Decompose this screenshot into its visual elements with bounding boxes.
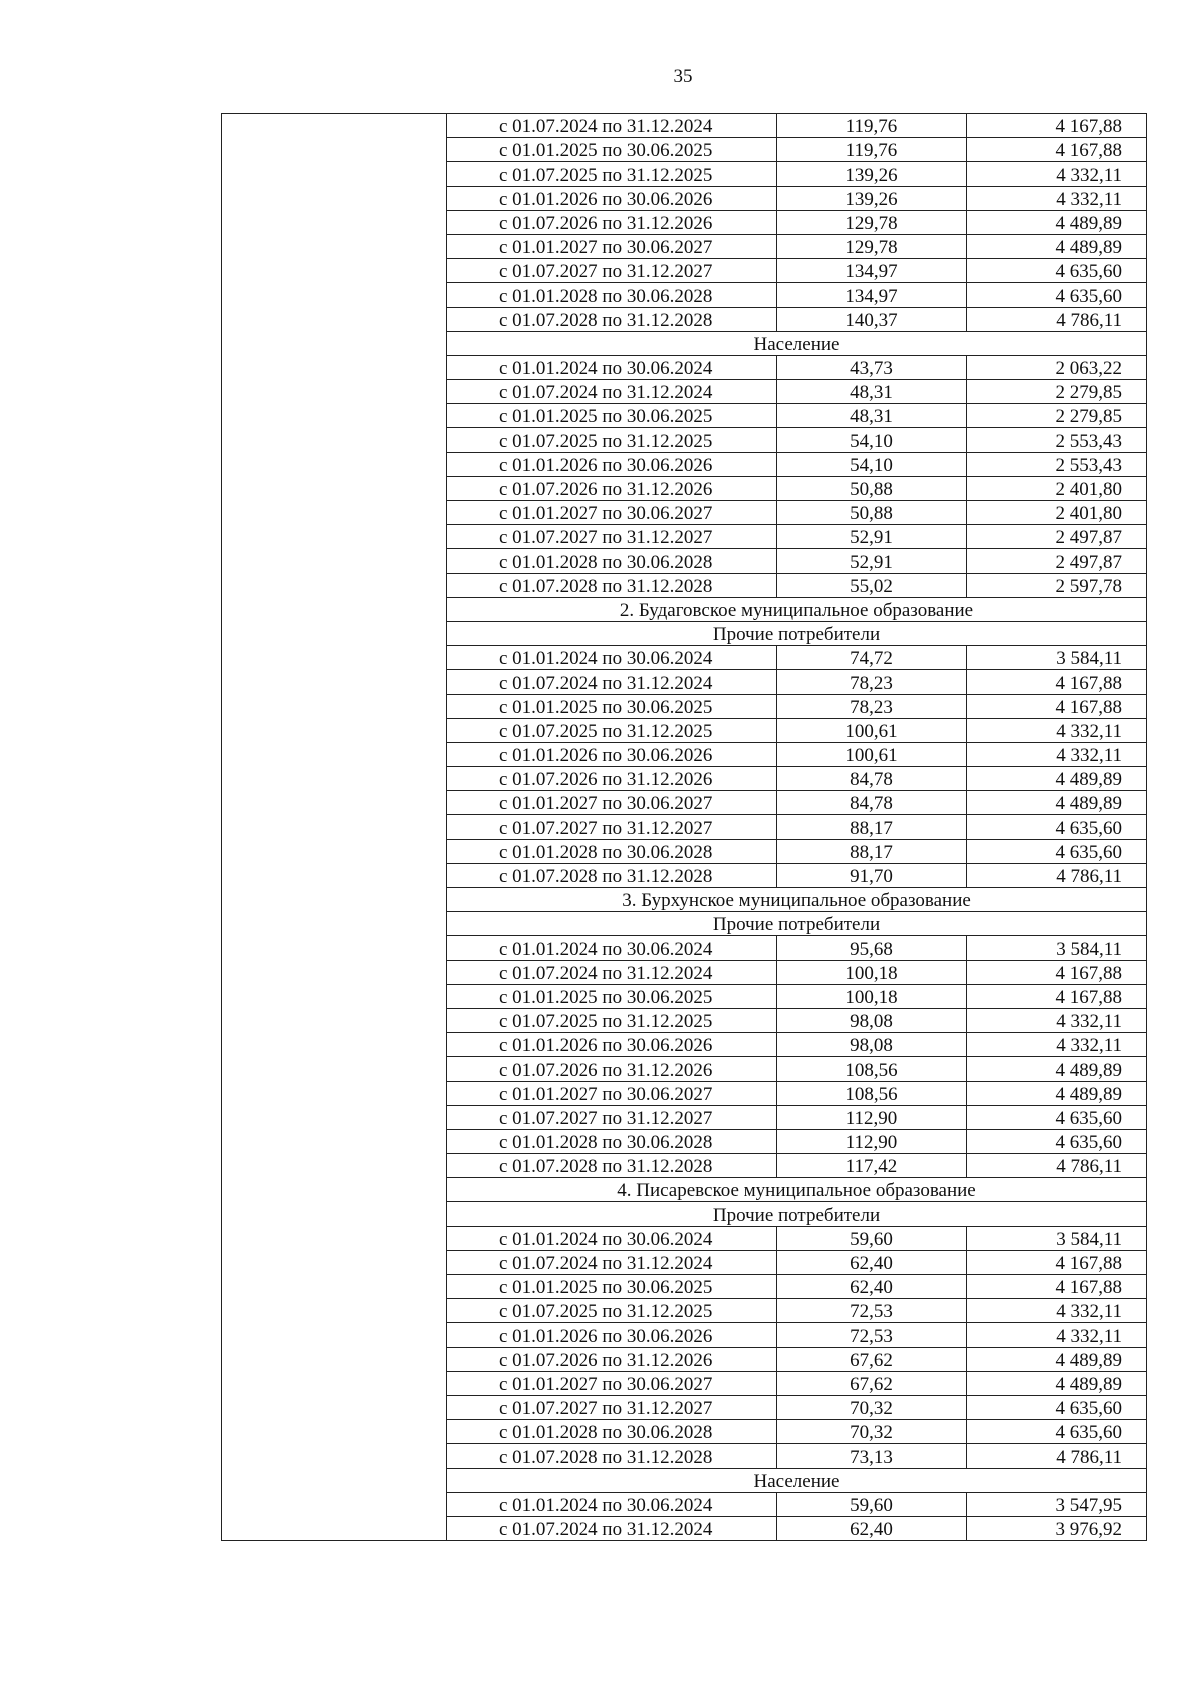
rate-cell: 134,97: [777, 283, 967, 307]
rate-cell: 54,10: [777, 452, 967, 476]
tariff-cell: 2 497,87: [967, 549, 1147, 573]
section-header: 3. Бурхунское муниципальное образование: [447, 888, 1147, 912]
tariff-cell: 4 167,88: [967, 138, 1147, 162]
rate-cell: 78,23: [777, 670, 967, 694]
rate-cell: 119,76: [777, 114, 967, 138]
rate-cell: 62,40: [777, 1250, 967, 1274]
period-cell: с 01.07.2025 по 31.12.2025: [447, 162, 777, 186]
tariff-cell: 4 786,11: [967, 863, 1147, 887]
period-cell: с 01.01.2028 по 30.06.2028: [447, 839, 777, 863]
tariff-table: [221, 113, 1147, 1541]
period-cell: с 01.07.2028 по 31.12.2028: [447, 1154, 777, 1178]
tariff-cell: 4 489,89: [967, 791, 1147, 815]
section-header: 2. Будаговское муниципальное образование: [447, 597, 1147, 621]
rate-cell: 62,40: [777, 1516, 967, 1540]
period-cell: с 01.01.2027 по 30.06.2027: [447, 1371, 777, 1395]
rate-cell: 129,78: [777, 210, 967, 234]
period-cell: с 01.07.2024 по 31.12.2024: [447, 1516, 777, 1540]
period-cell: с 01.01.2025 по 30.06.2025: [447, 694, 777, 718]
tariff-cell: 4 489,89: [967, 767, 1147, 791]
rate-cell: 108,56: [777, 1057, 967, 1081]
period-cell: с 01.07.2026 по 31.12.2026: [447, 1057, 777, 1081]
period-cell: с 01.07.2024 по 31.12.2024: [447, 1250, 777, 1274]
rate-cell: 73,13: [777, 1444, 967, 1468]
tariff-cell: 4 635,60: [967, 1129, 1147, 1153]
tariff-cell: 4 332,11: [967, 742, 1147, 766]
tariff-cell: 4 332,11: [967, 162, 1147, 186]
tariff-cell: 4 489,89: [967, 1347, 1147, 1371]
rate-cell: 112,90: [777, 1129, 967, 1153]
rate-cell: 95,68: [777, 936, 967, 960]
period-cell: с 01.01.2024 по 30.06.2024: [447, 646, 777, 670]
period-cell: с 01.01.2028 по 30.06.2028: [447, 1129, 777, 1153]
rate-cell: 54,10: [777, 428, 967, 452]
section-header: 4. Писаревское муниципальное образование: [447, 1178, 1147, 1202]
tariff-cell: 4 332,11: [967, 1008, 1147, 1032]
tariff-cell: 3 584,11: [967, 646, 1147, 670]
rate-cell: 48,31: [777, 380, 967, 404]
tariff-cell: 4 786,11: [967, 1444, 1147, 1468]
tariff-cell: 2 401,80: [967, 476, 1147, 500]
tariff-cell: 4 635,60: [967, 815, 1147, 839]
period-cell: с 01.07.2028 по 31.12.2028: [447, 1444, 777, 1468]
rate-cell: 98,08: [777, 1008, 967, 1032]
tariff-cell: 4 332,11: [967, 186, 1147, 210]
rate-cell: 70,32: [777, 1395, 967, 1419]
period-cell: с 01.01.2028 по 30.06.2028: [447, 283, 777, 307]
rate-cell: 84,78: [777, 767, 967, 791]
rate-cell: 72,53: [777, 1299, 967, 1323]
rate-cell: 50,88: [777, 476, 967, 500]
section-header: Прочие потребители: [447, 1202, 1147, 1226]
period-cell: с 01.01.2028 по 30.06.2028: [447, 549, 777, 573]
period-cell: с 01.01.2025 по 30.06.2025: [447, 1275, 777, 1299]
rate-cell: 50,88: [777, 501, 967, 525]
rate-cell: 112,90: [777, 1105, 967, 1129]
tariff-cell: 2 063,22: [967, 355, 1147, 379]
rate-cell: 134,97: [777, 259, 967, 283]
period-cell: с 01.07.2027 по 31.12.2027: [447, 815, 777, 839]
rate-cell: 78,23: [777, 694, 967, 718]
rate-cell: 139,26: [777, 162, 967, 186]
period-cell: с 01.01.2026 по 30.06.2026: [447, 1323, 777, 1347]
period-cell: с 01.01.2027 по 30.06.2027: [447, 791, 777, 815]
period-cell: с 01.07.2025 по 31.12.2025: [447, 1299, 777, 1323]
period-cell: с 01.01.2026 по 30.06.2026: [447, 1033, 777, 1057]
rate-cell: 74,72: [777, 646, 967, 670]
period-cell: с 01.07.2026 по 31.12.2026: [447, 1347, 777, 1371]
period-cell: с 01.01.2027 по 30.06.2027: [447, 501, 777, 525]
rate-cell: 52,91: [777, 525, 967, 549]
rate-cell: 72,53: [777, 1323, 967, 1347]
rate-cell: 48,31: [777, 404, 967, 428]
period-cell: с 01.01.2026 по 30.06.2026: [447, 452, 777, 476]
tariff-cell: 3 976,92: [967, 1516, 1147, 1540]
tariff-cell: 2 497,87: [967, 525, 1147, 549]
tariff-cell: 2 401,80: [967, 501, 1147, 525]
period-cell: с 01.01.2026 по 30.06.2026: [447, 186, 777, 210]
tariff-cell: 4 635,60: [967, 1105, 1147, 1129]
rate-cell: 67,62: [777, 1371, 967, 1395]
period-cell: с 01.07.2028 по 31.12.2028: [447, 307, 777, 331]
tariff-cell: 3 584,11: [967, 936, 1147, 960]
rate-cell: 62,40: [777, 1275, 967, 1299]
tariff-cell: 2 597,78: [967, 573, 1147, 597]
period-cell: с 01.07.2027 по 31.12.2027: [447, 1395, 777, 1419]
tariff-cell: 4 167,88: [967, 670, 1147, 694]
period-cell: с 01.01.2025 по 30.06.2025: [447, 984, 777, 1008]
period-cell: с 01.07.2024 по 31.12.2024: [447, 960, 777, 984]
tariff-cell: 4 489,89: [967, 1081, 1147, 1105]
rate-cell: 59,60: [777, 1492, 967, 1516]
rate-cell: 100,18: [777, 984, 967, 1008]
rate-cell: 84,78: [777, 791, 967, 815]
tariff-cell: 4 167,88: [967, 984, 1147, 1008]
period-cell: с 01.07.2025 по 31.12.2025: [447, 428, 777, 452]
rate-cell: 100,61: [777, 718, 967, 742]
period-cell: с 01.07.2025 по 31.12.2025: [447, 1008, 777, 1032]
tariff-cell: 4 635,60: [967, 1420, 1147, 1444]
period-cell: с 01.07.2027 по 31.12.2027: [447, 525, 777, 549]
tariff-cell: 4 332,11: [967, 718, 1147, 742]
rate-cell: 100,18: [777, 960, 967, 984]
period-cell: с 01.01.2024 по 30.06.2024: [447, 1226, 777, 1250]
tariff-cell: 4 786,11: [967, 1154, 1147, 1178]
period-cell: с 01.07.2026 по 31.12.2026: [447, 767, 777, 791]
rate-cell: 43,73: [777, 355, 967, 379]
rate-cell: 140,37: [777, 307, 967, 331]
section-header: Население: [447, 1468, 1147, 1492]
tariff-cell: 4 167,88: [967, 114, 1147, 138]
tariff-cell: 4 167,88: [967, 960, 1147, 984]
tariff-cell: 3 584,11: [967, 1226, 1147, 1250]
period-cell: с 01.01.2024 по 30.06.2024: [447, 355, 777, 379]
period-cell: с 01.07.2027 по 31.12.2027: [447, 1105, 777, 1129]
period-cell: с 01.07.2024 по 31.12.2024: [447, 670, 777, 694]
rate-cell: 91,70: [777, 863, 967, 887]
rate-cell: 139,26: [777, 186, 967, 210]
rate-cell: 129,78: [777, 234, 967, 258]
rate-cell: 117,42: [777, 1154, 967, 1178]
table-row: [222, 114, 1147, 138]
rate-cell: 88,17: [777, 815, 967, 839]
period-cell: с 01.01.2026 по 30.06.2026: [447, 742, 777, 766]
period-cell: с 01.01.2024 по 30.06.2024: [447, 936, 777, 960]
page-number: 35: [673, 66, 693, 87]
rate-cell: 88,17: [777, 839, 967, 863]
tariff-cell: 4 489,89: [967, 1057, 1147, 1081]
period-cell: с 01.01.2028 по 30.06.2028: [447, 1420, 777, 1444]
tariff-cell: 4 635,60: [967, 839, 1147, 863]
rate-cell: 59,60: [777, 1226, 967, 1250]
tariff-cell: 4 635,60: [967, 1395, 1147, 1419]
tariff-cell: 3 547,95: [967, 1492, 1147, 1516]
tariff-cell: 4 167,88: [967, 694, 1147, 718]
rate-cell: 98,08: [777, 1033, 967, 1057]
period-cell: с 01.01.2025 по 30.06.2025: [447, 138, 777, 162]
period-cell: с 01.01.2025 по 30.06.2025: [447, 404, 777, 428]
tariff-cell: 4 489,89: [967, 210, 1147, 234]
tariff-cell: 4 332,11: [967, 1323, 1147, 1347]
period-cell: с 01.07.2028 по 31.12.2028: [447, 573, 777, 597]
tariff-cell: 2 553,43: [967, 452, 1147, 476]
period-cell: с 01.07.2026 по 31.12.2026: [447, 210, 777, 234]
period-cell: с 01.01.2027 по 30.06.2027: [447, 234, 777, 258]
left-merged-cell: [222, 114, 447, 1541]
rate-cell: 108,56: [777, 1081, 967, 1105]
rate-cell: 52,91: [777, 549, 967, 573]
tariff-table-body: [222, 114, 1147, 1541]
section-header: Прочие потребители: [447, 621, 1147, 645]
rate-cell: 55,02: [777, 573, 967, 597]
period-cell: с 01.07.2028 по 31.12.2028: [447, 863, 777, 887]
tariff-cell: 4 489,89: [967, 234, 1147, 258]
rate-cell: 100,61: [777, 742, 967, 766]
tariff-cell: 4 635,60: [967, 283, 1147, 307]
period-cell: с 01.07.2024 по 31.12.2024: [447, 380, 777, 404]
tariff-cell: 4 635,60: [967, 259, 1147, 283]
period-cell: с 01.07.2026 по 31.12.2026: [447, 476, 777, 500]
tariff-cell: 2 553,43: [967, 428, 1147, 452]
rate-cell: 70,32: [777, 1420, 967, 1444]
rate-cell: 119,76: [777, 138, 967, 162]
period-cell: с 01.07.2027 по 31.12.2027: [447, 259, 777, 283]
period-cell: с 01.01.2024 по 30.06.2024: [447, 1492, 777, 1516]
period-cell: с 01.07.2025 по 31.12.2025: [447, 718, 777, 742]
tariff-cell: 4 786,11: [967, 307, 1147, 331]
section-header: Население: [447, 331, 1147, 355]
section-header: Прочие потребители: [447, 912, 1147, 936]
tariff-cell: 4 167,88: [967, 1275, 1147, 1299]
tariff-table-container: [221, 113, 1146, 1541]
period-cell: с 01.01.2027 по 30.06.2027: [447, 1081, 777, 1105]
tariff-cell: 4 332,11: [967, 1033, 1147, 1057]
rate-cell: 67,62: [777, 1347, 967, 1371]
tariff-cell: 2 279,85: [967, 404, 1147, 428]
tariff-cell: 4 332,11: [967, 1299, 1147, 1323]
period-cell: с 01.07.2024 по 31.12.2024: [447, 114, 777, 138]
tariff-cell: 4 489,89: [967, 1371, 1147, 1395]
tariff-cell: 2 279,85: [967, 380, 1147, 404]
tariff-cell: 4 167,88: [967, 1250, 1147, 1274]
